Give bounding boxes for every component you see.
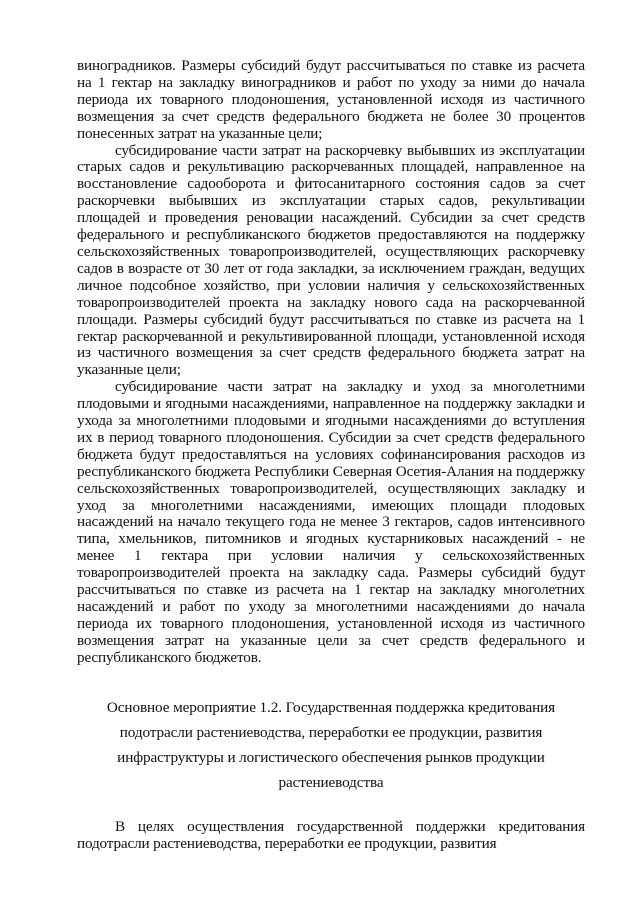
paragraph-uprooting-subsidy: субсидирование части затрат на раскорчевку выбывших из эксплуатации старых садов и рекультивацию раскорчеванных площадей, направленное на восстановление садооборота и фитосанитарного состояния садов за счет раскорчевки выбывших из эксплуатации старых садов, рекультивации площадей и проведения реновации насаждений. Субсидии за счет средств федерального и республиканского бюджетов предоставляются на поддержку сельскохозяйственных товаропроизводителей, осуществляющих раскорчевку садов в возрасте от 30 лет от года закладки, за исключением граждан, ведущих личное подсобное хозяйство, при условии наличия у сельскохозяйственных товаропроизводителей проекта на закладку нового сада на раскорчеванной площади. Размеры субсидий будут рассчитываться по ставке из расчета на 1 гектар раскорчеванной и рекультивированной площади, установленной исходя из частичного возмещения за счет средств федерального бюджета затрат на указанные цели; [77,141,585,379]
section-heading: Основное мероприятие 1.2. Государственная поддержка кредитования подотрасли растениеводства, переработки ее продукции, развития инфраструктуры и логистического обеспечения рынков продукции растениеводства [106,698,556,791]
paragraph-vineyards-continued: виноградников. Размеры субсидий будут рассчитываться по ставке из расчета на 1 гектар на закладку виноградников и работ по уходу за ними до начала периода их товарного плодоношения, установленной исходя из частичного возмещения за счет средств федерального бюджета не более 30 процентов понесенных затрат на указанные цели; [77,57,585,142]
spacer [77,795,585,819]
paragraph-perennial-plantings-subsidy: субсидирование части затрат на закладку и уход за многолетними плодовыми и ягодными насаждениями, направленное на поддержку закладки и ухода за многолетними плодовыми и ягодными насаждениями до вступления их в период товарного плодоношения. Субсидии за счет средств федерального бюджета будут предоставляться на условиях софинансирования расходов из республиканского бюджета Республики Северная Осетия-Алания на поддержку сельскохозяйственных товаропроизводителей, осуществляющих закладку и уход за многолетними насаждениями, имеющих площади плодовых насаждений на начало текущего года не менее 3 гектаров, садов интенсивного типа, хмельников, питомников и ягодных кустарниковых насаждений - не менее 1 гектара при условии наличия у сельскохозяйственных товаропроизводителей проекта на закладку сада. Размеры субсидий будут рассчитываться по ставке из расчета на 1 гектар на закладку многолетних насаждений и работ по уходу за многолетними насаждениями до начала периода их товарного плодоношения, установленной исходя из частичного возмещения затрат на указанные цели за счет средств федерального и республиканского бюджетов. [77,378,585,666]
paragraph-credit-support: В целях осуществления государственной поддержки кредитования подотрасли растениеводства, переработки ее продукции, развития [77,817,585,852]
document-page [77,58,585,852]
